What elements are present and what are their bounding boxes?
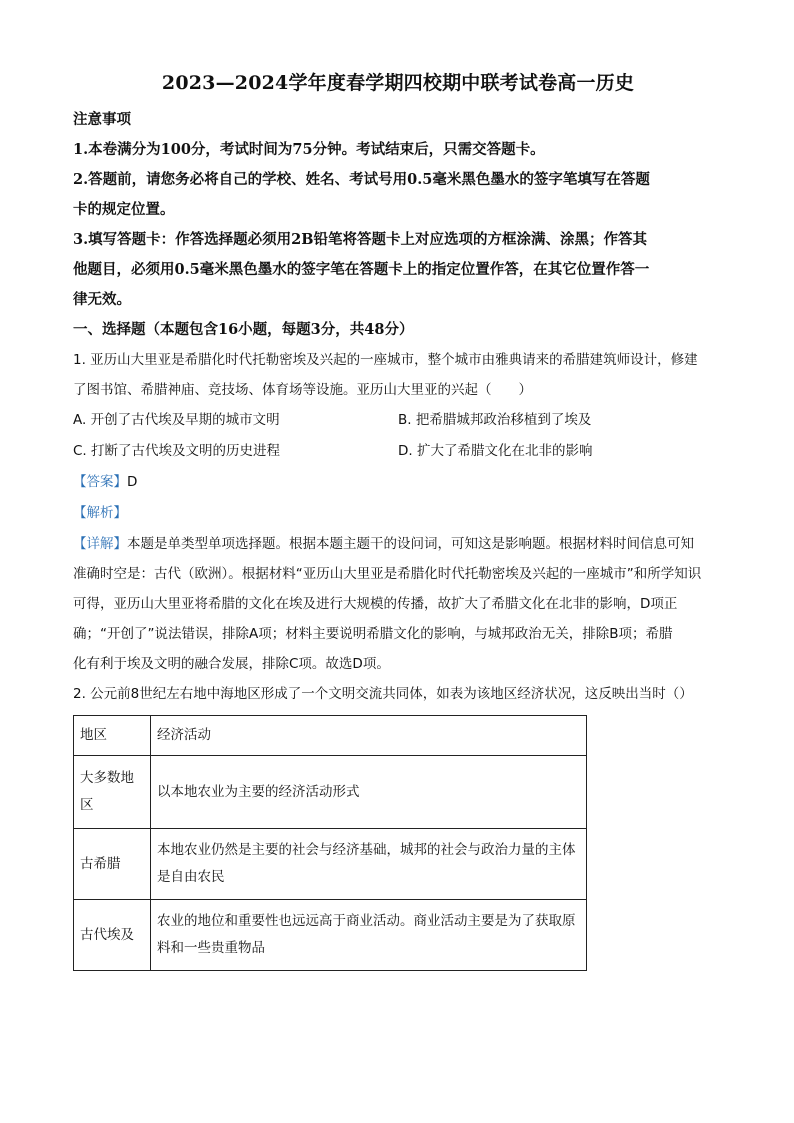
q1-stem-line2: 了图书馆、希腊神庙、竞技场、体育场等设施。亚历山大里亚的兴起（ ） (73, 382, 532, 398)
notice-item-2a: 2.答题前，请您务必将自己的学校、姓名、考试号用0.5毫米黑色墨水的签字笔填写在答题 (73, 171, 650, 188)
q1-analysis-tag: 【解析】 (73, 505, 127, 521)
table-cell-activity: 以本地农业为主要的经济活动形式 (151, 756, 587, 829)
answer-value: D (127, 474, 138, 490)
table-row (74, 900, 587, 971)
q1-detail-line3: 可得，亚历山大里亚将希腊的文化在埃及进行大规模的传播，故扩大了希腊文化在北非的影响，D项正 (73, 596, 678, 612)
answer-tag: 【答案】 (73, 474, 127, 490)
table-cell-activity: 本地农业仍然是主要的社会与经济基础，城邦的社会与政治力量的主体是自由农民 (151, 829, 587, 900)
detail-text-1: 本题是单类型单项选择题。根据本题主题干的设问词，可知这是影响题。根据材料时间信息可知 (127, 536, 694, 552)
q1-option-d: D. 扩大了希腊文化在北非的影响 (398, 443, 593, 459)
q1-option-c: C. 打断了古代埃及文明的历史进程 (73, 443, 281, 459)
table-row (74, 756, 587, 829)
q1-option-b: B. 把希腊城邦政治移植到了埃及 (398, 412, 592, 428)
page-title: 2023—2024学年度春学期四校期中联考试卷高一历史 (161, 72, 635, 94)
exam-page (73, 68, 723, 971)
q1-detail-line1 (73, 529, 723, 559)
q1-detail-line2: 准确时空是：古代（欧洲）。根据材料“亚历山大里亚是希腊化时代托勒密埃及兴起的一座城市”和所学知识 (73, 566, 702, 582)
q1-detail-line4: 确；“开创了”说法错误，排除A项；材料主要说明希腊文化的影响，与城邦政治无关，排除B项；希腊 (73, 626, 673, 642)
table-header-region: 地区 (74, 716, 151, 756)
q1-answer (73, 467, 723, 498)
notice-item-2b: 卡的规定位置。 (73, 201, 175, 218)
q1-options-row1 (73, 405, 723, 436)
notice-item-1: 1.本卷满分为100分，考试时间为75分钟。考试结束后，只需交答题卡。 (73, 141, 545, 158)
q1-detail-line5: 化有利于埃及文明的融合发展，排除C项。故选D项。 (73, 656, 390, 672)
table-row (74, 829, 587, 900)
q1-options-row2 (73, 436, 723, 467)
detail-tag: 【详解】 (73, 536, 127, 552)
table-header-activity: 经济活动 (151, 716, 587, 756)
notice-item-3c: 律无效。 (73, 291, 131, 308)
notice-heading: 注意事项 (73, 111, 131, 128)
notice-item-3b: 他题目，必须用0.5毫米黑色墨水的签字笔在答题卡上的指定位置作答，在其它位置作答一 (73, 261, 650, 278)
economy-table (73, 715, 587, 971)
section-heading: 一、选择题（本题包含16小题，每题3分，共48分） (73, 321, 414, 338)
q1-option-a: A. 开创了古代埃及早期的城市文明 (73, 412, 280, 428)
q1-stem-line1: 1. 亚历山大里亚是希腊化时代托勒密埃及兴起的一座城市，整个城市由雅典请来的希腊建筑师设计，修建 (73, 352, 698, 368)
table-cell-region: 大多数地区 (74, 756, 151, 829)
table-cell-region: 古希腊 (74, 829, 151, 900)
question-2 (73, 679, 723, 971)
q2-stem: 2. 公元前8世纪左右地中海地区形成了一个文明交流共同体，如表为该地区经济状况，这反映出当时（） (73, 686, 693, 702)
table-cell-activity: 农业的地位和重要性也远远高于商业活动。商业活动主要是为了获取原料和一些贵重物品 (151, 900, 587, 971)
notice-item-3a: 3.填写答题卡：作答选择题必须用2B铅笔将答题卡上对应选项的方框涂满、涂黑；作答其 (73, 231, 647, 248)
question-1 (73, 345, 723, 679)
table-header-row (74, 716, 587, 756)
table-cell-region: 古代埃及 (74, 900, 151, 971)
